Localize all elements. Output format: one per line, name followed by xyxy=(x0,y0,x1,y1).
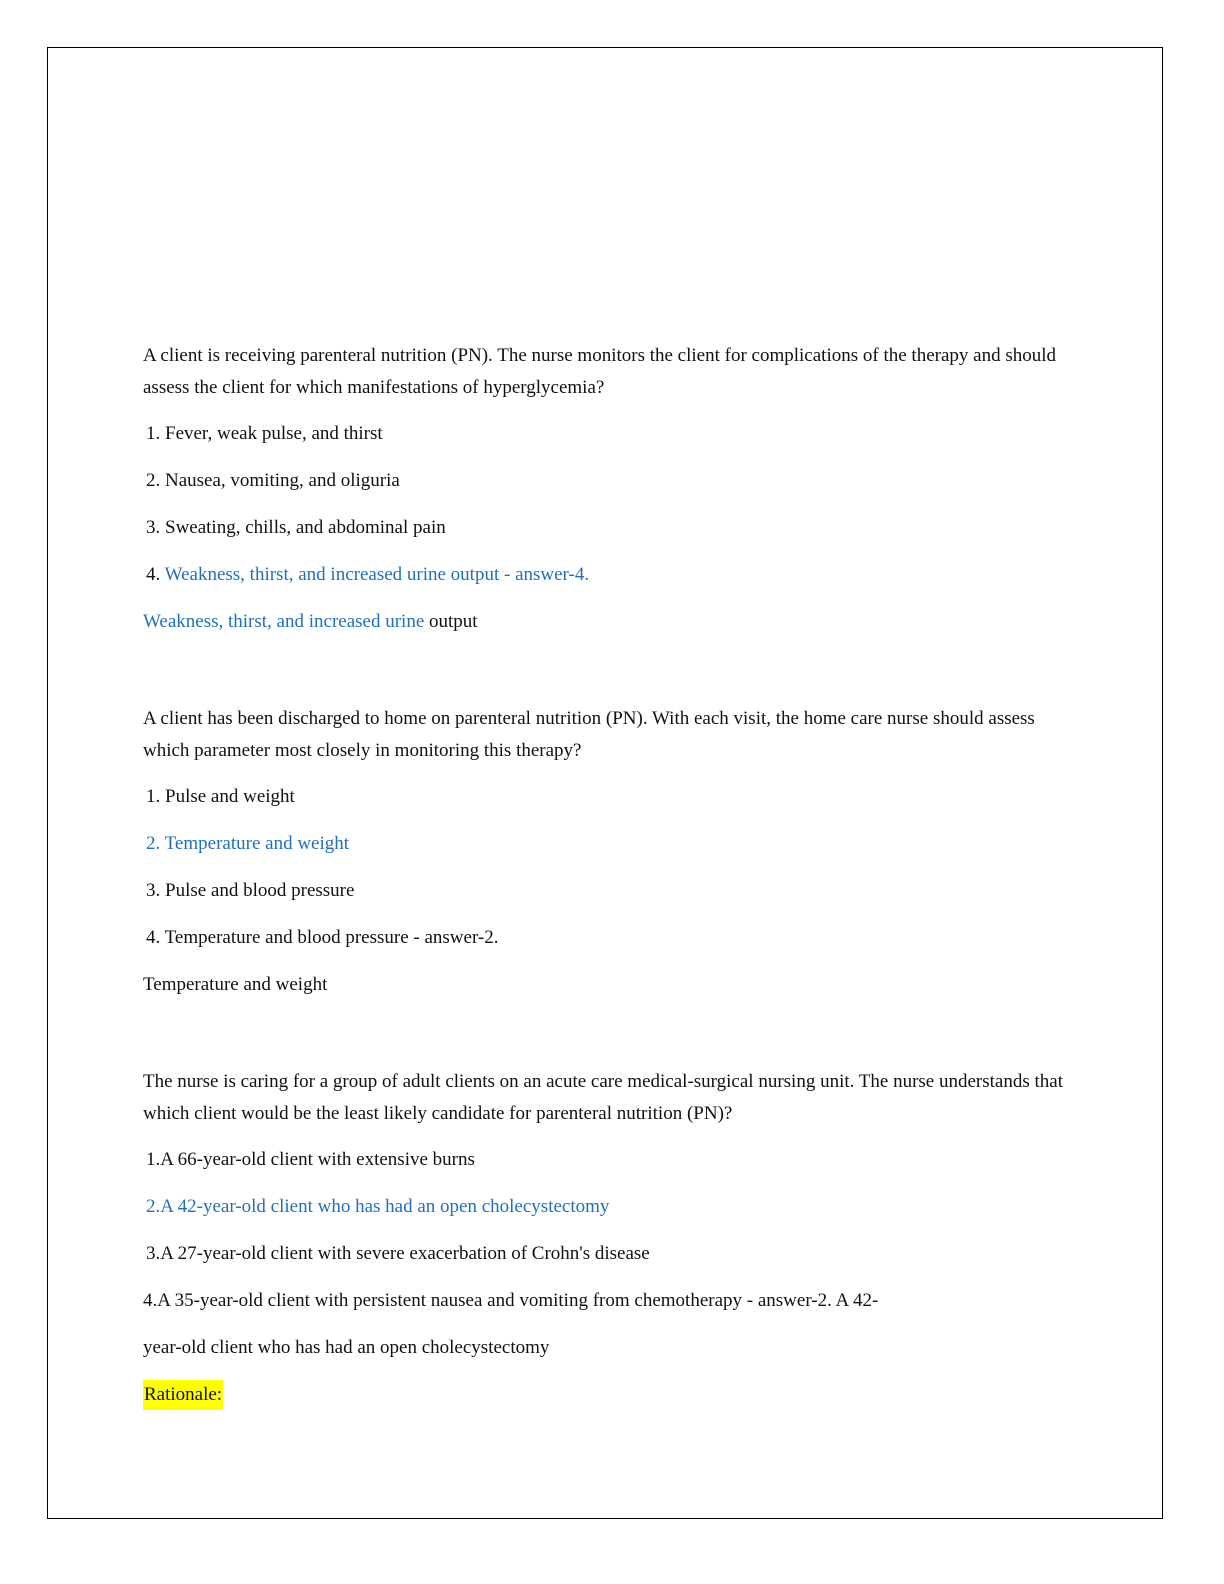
question-block-1 xyxy=(143,340,1083,638)
answer-line: Temperature and weight xyxy=(143,974,328,995)
spacer xyxy=(143,638,1083,703)
answer-line xyxy=(143,606,1083,638)
correct-option-text: Weakness, thirst, and increased urine output - answer-4. xyxy=(164,564,590,585)
question-block-3 xyxy=(143,1066,1083,1411)
option-3: 3. Pulse and blood pressure xyxy=(146,880,355,901)
option-2: 2. Temperature and weight xyxy=(146,833,350,854)
option-4: 4. Temperature and blood pressure - answer-2. xyxy=(146,927,499,948)
answer-rest-text: output xyxy=(424,611,478,632)
spacer xyxy=(143,1001,1083,1066)
option-1: 1.A 66-year-old client with extensive burns xyxy=(146,1149,475,1170)
answer-highlight-text: Weakness, thirst, and increased urine xyxy=(143,611,425,632)
rationale-label: Rationale: xyxy=(143,1380,223,1410)
question-text: A client has been discharged to home on parenteral nutrition (PN). With each visit, the home care nurse should assess which parameter most closely in monitoring this therapy? xyxy=(143,708,1035,761)
option-3: 3.A 27-year-old client with severe exacerbation of Crohn's disease xyxy=(146,1243,650,1264)
option-1: 1. Fever, weak pulse, and thirst xyxy=(146,423,383,444)
question-text: A client is receiving parenteral nutrition (PN). The nurse monitors the client for complications of the therapy and should assess the client for which manifestations of hyperglycemia? xyxy=(143,345,1056,398)
option-4: 4.A 35-year-old client with persistent nausea and vomiting from chemotherapy - answer-2. A 42- xyxy=(143,1290,879,1311)
option-number: 4. xyxy=(146,564,165,585)
question-block-2 xyxy=(143,703,1083,1001)
document-content xyxy=(143,340,1083,1411)
rationale-line xyxy=(143,1379,1083,1411)
question-text: The nurse is caring for a group of adult clients on an acute care medical-surgical nursing unit. The nurse understands that which client would be the least likely candidate for parenteral nutrition (PN)? xyxy=(143,1071,1063,1124)
option-1: 1. Pulse and weight xyxy=(146,786,295,807)
option-2: 2. Nausea, vomiting, and oliguria xyxy=(146,470,400,491)
answer-line: year-old client who has had an open cholecystectomy xyxy=(143,1337,550,1358)
option-4 xyxy=(146,559,1083,591)
option-2: 2.A 42-year-old client who has had an open cholecystectomy xyxy=(146,1196,610,1217)
option-3: 3. Sweating, chills, and abdominal pain xyxy=(146,517,446,538)
